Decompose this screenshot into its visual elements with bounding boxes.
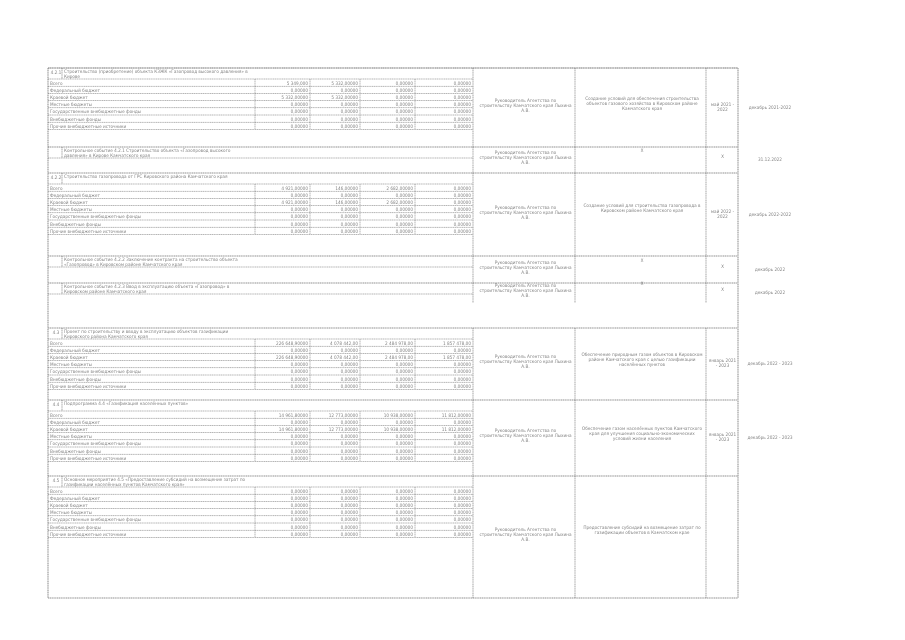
funding-source-label: Прочие внебюджетные источники — [50, 455, 127, 461]
funding-value: 0,00000 — [395, 228, 413, 234]
funding-value: 0,00000 — [453, 510, 471, 516]
funding-source-label: Прочие внебюджетные источники — [50, 383, 127, 389]
funding-value: 5 332,00000 — [281, 94, 308, 100]
completion-date: декабрь 2021-2022 — [748, 104, 792, 110]
funding-source-label: Краевой бюджет — [50, 354, 88, 360]
expected-result: Х — [640, 281, 644, 286]
funding-value: 0,00000 — [340, 369, 358, 375]
funding-value: 0,00000 — [340, 347, 358, 353]
funding-value: 12 773,00000 — [328, 426, 358, 432]
funding-value: 0,00000 — [395, 102, 413, 108]
funding-value: 0,00000 — [290, 495, 308, 501]
funding-value: 0,00000 — [453, 221, 471, 227]
funding-value: 0,00000 — [290, 383, 308, 389]
funding-value: 0,00000 — [395, 214, 413, 220]
implementation-period: Х — [721, 287, 724, 292]
funding-source-label: Всего — [50, 185, 63, 191]
funding-value: 0,00000 — [340, 517, 358, 523]
funding-value: 0,00000 — [453, 109, 471, 115]
funding-source-label: Внебюджетные фонды — [50, 524, 102, 530]
funding-value: 0,00000 — [395, 369, 413, 375]
funding-source-label: Местные бюджеты — [50, 434, 92, 440]
funding-source-label: Краевой бюджет — [50, 199, 88, 205]
funding-value: 0,00000 — [290, 531, 308, 537]
funding-value: 0,00000 — [395, 221, 413, 227]
funding-value: 0,00000 — [395, 510, 413, 516]
funding-source-label: Всего — [50, 80, 63, 86]
funding-value: 0,00000 — [453, 207, 471, 213]
funding-value: 10 938,00000 — [383, 426, 413, 432]
block-code: 4.4 — [52, 402, 60, 407]
funding-value: 0,00000 — [453, 185, 471, 191]
block-code: 4.2.2 — [50, 175, 62, 180]
funding-source-label: Местные бюджеты — [50, 362, 92, 368]
implementation-period — [708, 531, 737, 543]
funding-value: 0,00000 — [290, 502, 308, 508]
block-code — [50, 258, 62, 264]
funding-source-label: Всего — [50, 412, 63, 418]
funding-value: 0,00000 — [340, 448, 358, 454]
funding-source-label: Всего — [50, 488, 63, 494]
funding-value: 0,00000 — [340, 228, 358, 234]
funding-value: 0,00000 — [453, 517, 471, 523]
funding-value: 0,00000 — [395, 517, 413, 523]
funding-value: 0,00000 — [395, 87, 413, 93]
funding-value: 146,00000 — [335, 199, 358, 205]
expected-result: Создание условий для строительства газопровода в Кировском районе Камчатского края — [583, 202, 701, 213]
funding-value: 0,00000 — [290, 109, 308, 115]
completion-date: декабрь 2022 — [754, 290, 786, 295]
funding-value: 0,00000 — [453, 102, 471, 108]
funding-value: 0,00000 — [290, 102, 308, 108]
funding-value: 0,00000 — [290, 87, 308, 93]
funding-value: 14 961,80000 — [278, 426, 308, 432]
funding-value: 0,00000 — [340, 419, 358, 425]
funding-value: 0,00000 — [453, 123, 471, 129]
funding-value: 0,00000 — [395, 347, 413, 353]
funding-value: 0,00000 — [340, 510, 358, 516]
funding-value: 0,00000 — [453, 369, 471, 375]
funding-value: 2 484 978,00 — [385, 354, 413, 360]
funding-value: 0,00000 — [290, 207, 308, 213]
funding-value: 0,00000 — [453, 228, 471, 234]
funding-source-label: Федеральный бюджет — [50, 419, 100, 425]
funding-value: 146,00000 — [335, 185, 358, 191]
funding-value: 0,00000 — [395, 94, 413, 100]
block-code — [50, 285, 62, 291]
funding-source-label: Государственные внебюджетные фонды — [50, 109, 142, 115]
expected-result: Создание условий для обеспечения строительства объектов газового хозяйства в Кировском районе Камчатского края — [585, 95, 699, 111]
block-header: Контрольное событие 4.2.1 Строительство объекта «Газопровод высокого давления» в Кирове Камчатского края — [64, 148, 231, 158]
funding-value: 0,00000 — [340, 207, 358, 213]
funding-source-label: Местные бюджеты — [50, 102, 92, 108]
funding-value: 0,00000 — [453, 347, 471, 353]
funding-value: 0,00000 — [290, 455, 308, 461]
funding-value: 0,00000 — [395, 495, 413, 501]
expected-result: Обеспечение газом населённых пунктов Камчатского края для улучшения социально-экономических условий жизни населения — [581, 426, 703, 441]
funding-source-label: Внебюджетные фонды — [50, 116, 102, 122]
funding-value: 12 773,00000 — [328, 412, 358, 418]
completion-date: декабрь 2022 - 2023 — [747, 435, 793, 440]
funding-value: 0,00000 — [290, 192, 308, 198]
completion-date — [740, 534, 800, 540]
expected-result: Обеспечение природным газом объектов в Кировском районе Камчатского края с целью газификации населённых пунктов — [581, 352, 703, 367]
funding-value: 2 682,00000 — [386, 185, 413, 191]
funding-source-label: Государственные внебюджетные фонды — [50, 517, 142, 523]
funding-source-label: Местные бюджеты — [50, 510, 92, 516]
funding-value: 0,00000 — [395, 362, 413, 368]
block-code: 4.3 — [52, 330, 60, 335]
funding-value: 0,00000 — [340, 214, 358, 220]
funding-value: 0,00000 — [340, 102, 358, 108]
responsible-executor: Руководитель Агентства по строительству Камчатского края Лыхина А.В. — [479, 97, 572, 113]
funding-value: 0,00000 — [395, 376, 413, 382]
funding-value: 0,00000 — [453, 192, 471, 198]
completion-date: 31.12.2022 — [758, 157, 782, 162]
funding-value: 0,00000 — [395, 524, 413, 530]
funding-value: 0,00000 — [290, 362, 308, 368]
funding-value: 0,00000 — [340, 109, 358, 115]
funding-source-label: Прочие внебюджетные источники — [50, 531, 127, 537]
funding-value: 0,00000 — [395, 123, 413, 129]
funding-value: 0,00000 — [290, 228, 308, 234]
funding-value: 5 349,000 — [286, 80, 308, 86]
funding-value: 0,00000 — [453, 488, 471, 494]
funding-value: 0,00000 — [453, 531, 471, 537]
block-code: 4.5 — [52, 478, 60, 483]
funding-source-label: Государственные внебюджетные фонды — [50, 369, 142, 375]
implementation-period: Х — [721, 263, 724, 269]
block-header: Строительство (приобретение) объекта КЗЖК «Газопровод высокого давления» в Кирове — [64, 69, 248, 79]
funding-source-label: Местные бюджеты — [50, 207, 92, 213]
funding-value: 5 332,00000 — [331, 94, 358, 100]
funding-value: 4 078 442,00 — [330, 354, 358, 360]
funding-value: 0,00000 — [290, 524, 308, 530]
funding-value: 11 812,00000 — [441, 412, 471, 418]
funding-value: 0,00000 — [290, 123, 308, 129]
funding-value: 0,00000 — [453, 495, 471, 501]
funding-value: 0,00000 — [453, 87, 471, 93]
funding-source-label: Внебюджетные фонды — [50, 221, 102, 227]
funding-value: 4 921,00000 — [281, 185, 308, 191]
funding-value: 0,00000 — [395, 531, 413, 537]
funding-value: 0,00000 — [453, 455, 471, 461]
responsible-executor: Руководитель Агентства по строительству Камчатского края Лыхина А.В. — [479, 150, 572, 165]
funding-value: 2 484 978,00 — [385, 340, 413, 346]
funding-value: 1 857 478,00 — [443, 354, 471, 360]
funding-value: 0,00000 — [395, 192, 413, 198]
funding-value: 0,00000 — [395, 455, 413, 461]
block-code — [50, 149, 62, 155]
funding-value: 4 921,00000 — [281, 199, 308, 205]
funding-value: 0,00000 — [453, 419, 471, 425]
funding-value: 0,00000 — [395, 502, 413, 508]
completion-date: декабрь 2022-2022 — [748, 211, 792, 217]
funding-value: 0,00000 — [290, 517, 308, 523]
funding-value: 0,00000 — [395, 441, 413, 447]
funding-source-label: Всего — [50, 340, 63, 346]
funding-value: 0,00000 — [290, 347, 308, 353]
funding-value: 0,00000 — [453, 362, 471, 368]
funding-source-label: Внебюджетные фонды — [50, 448, 102, 454]
funding-value: 0,00000 — [395, 448, 413, 454]
funding-source-label: Федеральный бюджет — [50, 347, 100, 353]
funding-value: 4 078 442,00 — [330, 340, 358, 346]
expected-result: Предоставление субсидий на возмещение затрат по газификации объектов в Камчатском крае — [583, 525, 701, 535]
funding-value: 0,00000 — [395, 80, 413, 86]
responsible-executor: Руководитель Агентства по строительству Камчатского края Лыхина А.В. — [479, 204, 572, 220]
funding-value: 0,00000 — [290, 214, 308, 220]
responsible-executor: Руководитель Агентства по строительству Камчатского края Лыхина А.В. — [479, 283, 572, 298]
funding-source-label: Федеральный бюджет — [50, 192, 100, 198]
funding-source-label: Федеральный бюджет — [50, 495, 100, 501]
funding-value: 0,00000 — [340, 123, 358, 129]
funding-value: 0,00000 — [340, 434, 358, 440]
expected-result: Х — [640, 257, 644, 263]
funding-value: 0,00000 — [290, 116, 308, 122]
funding-value: 0,00000 — [340, 455, 358, 461]
completion-date: декабрь 2022 - 2023 — [747, 361, 793, 366]
funding-value: 0,00000 — [395, 434, 413, 440]
funding-source-label: Краевой бюджет — [50, 502, 88, 508]
implementation-period: Х — [721, 154, 724, 159]
implementation-period: январь 2021 - 2023 — [708, 432, 737, 442]
funding-value: 0,00000 — [340, 502, 358, 508]
funding-value: 0,00000 — [395, 488, 413, 494]
funding-source-label: Прочие внебюджетные источники — [50, 123, 127, 129]
funding-value: 10 938,00000 — [383, 412, 413, 418]
funding-value: 0,00000 — [395, 419, 413, 425]
block-header: Строительство газопровода от ГРС Кировского района Камчатского края — [64, 174, 228, 179]
funding-value: 0,00000 — [395, 383, 413, 389]
funding-source-label: Федеральный бюджет — [50, 87, 100, 93]
block-header: Основное мероприятие 4.5 «Предоставление субсидий на возмещение затрат по газификации населённых пунктов Камчатского края» — [64, 477, 246, 487]
responsible-executor: Руководитель Агентства по строительству Камчатского края Лыхина А.В. — [479, 428, 572, 443]
funding-value: 0,00000 — [340, 495, 358, 501]
funding-source-label: Прочие внебюджетные источники — [50, 228, 127, 234]
funding-value: 2 682,00000 — [386, 199, 413, 205]
funding-value: 0,00000 — [340, 524, 358, 530]
funding-value: 0,00000 — [340, 87, 358, 93]
funding-source-label: Краевой бюджет — [50, 94, 88, 100]
implementation-period: май 2021 - 2022 — [710, 101, 735, 112]
funding-value: 0,00000 — [395, 116, 413, 122]
funding-value: 0,00000 — [290, 419, 308, 425]
funding-value: 0,00000 — [340, 531, 358, 537]
block-header: Контрольное событие 4.2.2 Заключение контракта на строительство объекта «Газопровод» в Кировском районе Камчатского края — [64, 257, 238, 267]
block-header: Подпрограмма 4.4 «Газификация населённых пунктов» — [64, 401, 189, 406]
funding-value: 226 648,90000 — [276, 340, 308, 346]
funding-value: 0,00000 — [453, 502, 471, 508]
funding-value: 0,00000 — [453, 80, 471, 86]
funding-value: 0,00000 — [340, 441, 358, 447]
funding-value: 0,00000 — [453, 376, 471, 382]
funding-value: 0,00000 — [290, 488, 308, 494]
funding-value: 0,00000 — [453, 448, 471, 454]
funding-value: 0,00000 — [340, 192, 358, 198]
funding-value: 0,00000 — [290, 434, 308, 440]
funding-value: 0,00000 — [290, 441, 308, 447]
funding-value: 0,00000 — [453, 199, 471, 205]
funding-value: 0,00000 — [340, 488, 358, 494]
funding-value: 0,00000 — [290, 448, 308, 454]
responsible-executor: Руководитель Агентства по строительству Камчатского края Лыхина А.В. — [479, 354, 572, 369]
funding-value: 0,00000 — [453, 116, 471, 122]
block-code: 4.2.1 — [50, 70, 62, 75]
funding-value: 0,00000 — [340, 362, 358, 368]
implementation-period: январь 2021 - 2023 — [708, 358, 737, 368]
block-header: Контрольное событие 4.2.3 Ввод в эксплуатацию объекта «Газопровод» в Кировском районе Камчатского края — [64, 284, 230, 294]
responsible-executor: Руководитель Агентства по строительству Камчатского края Лыхина А.В. — [479, 259, 572, 275]
funding-source-label: Краевой бюджет — [50, 426, 88, 432]
expected-result: Х — [640, 148, 644, 153]
funding-value: 0,00000 — [453, 434, 471, 440]
funding-value: 0,00000 — [290, 369, 308, 375]
funding-value: 0,00000 — [453, 214, 471, 220]
funding-value: 0,00000 — [340, 221, 358, 227]
funding-value: 0,00000 — [290, 510, 308, 516]
funding-value: 0,00000 — [340, 383, 358, 389]
funding-value: 0,00000 — [453, 524, 471, 530]
funding-value: 5 332,00000 — [331, 80, 358, 86]
funding-value: 0,00000 — [453, 94, 471, 100]
funding-value: 0,00000 — [290, 221, 308, 227]
funding-source-label: Государственные внебюджетные фонды — [50, 214, 142, 220]
funding-value: 14 961,80000 — [278, 412, 308, 418]
funding-source-label: Государственные внебюджетные фонды — [50, 441, 142, 447]
funding-value: 226 648,90000 — [276, 354, 308, 360]
funding-value: 0,00000 — [395, 109, 413, 115]
funding-value: 0,00000 — [453, 441, 471, 447]
completion-date: декабрь 2022 — [754, 266, 786, 272]
implementation-period: май 2022 - 2022 — [710, 208, 735, 219]
funding-value: 0,00000 — [395, 207, 413, 213]
funding-source-label: Внебюджетные фонды — [50, 376, 102, 382]
block-header: Проект по строительству и вводу в эксплуатацию объектов газификации Кировского района Камчатского края — [64, 329, 229, 339]
funding-value: 0,00000 — [453, 383, 471, 389]
funding-value: 0,00000 — [290, 376, 308, 382]
responsible-executor: Руководитель Агентства по строительству Камчатского края Лыхина А.В. — [479, 527, 572, 542]
funding-value: 0,00000 — [340, 116, 358, 122]
funding-value: 0,00000 — [340, 376, 358, 382]
funding-value: 11 812,00000 — [441, 426, 471, 432]
funding-value: 1 857 478,00 — [443, 340, 471, 346]
